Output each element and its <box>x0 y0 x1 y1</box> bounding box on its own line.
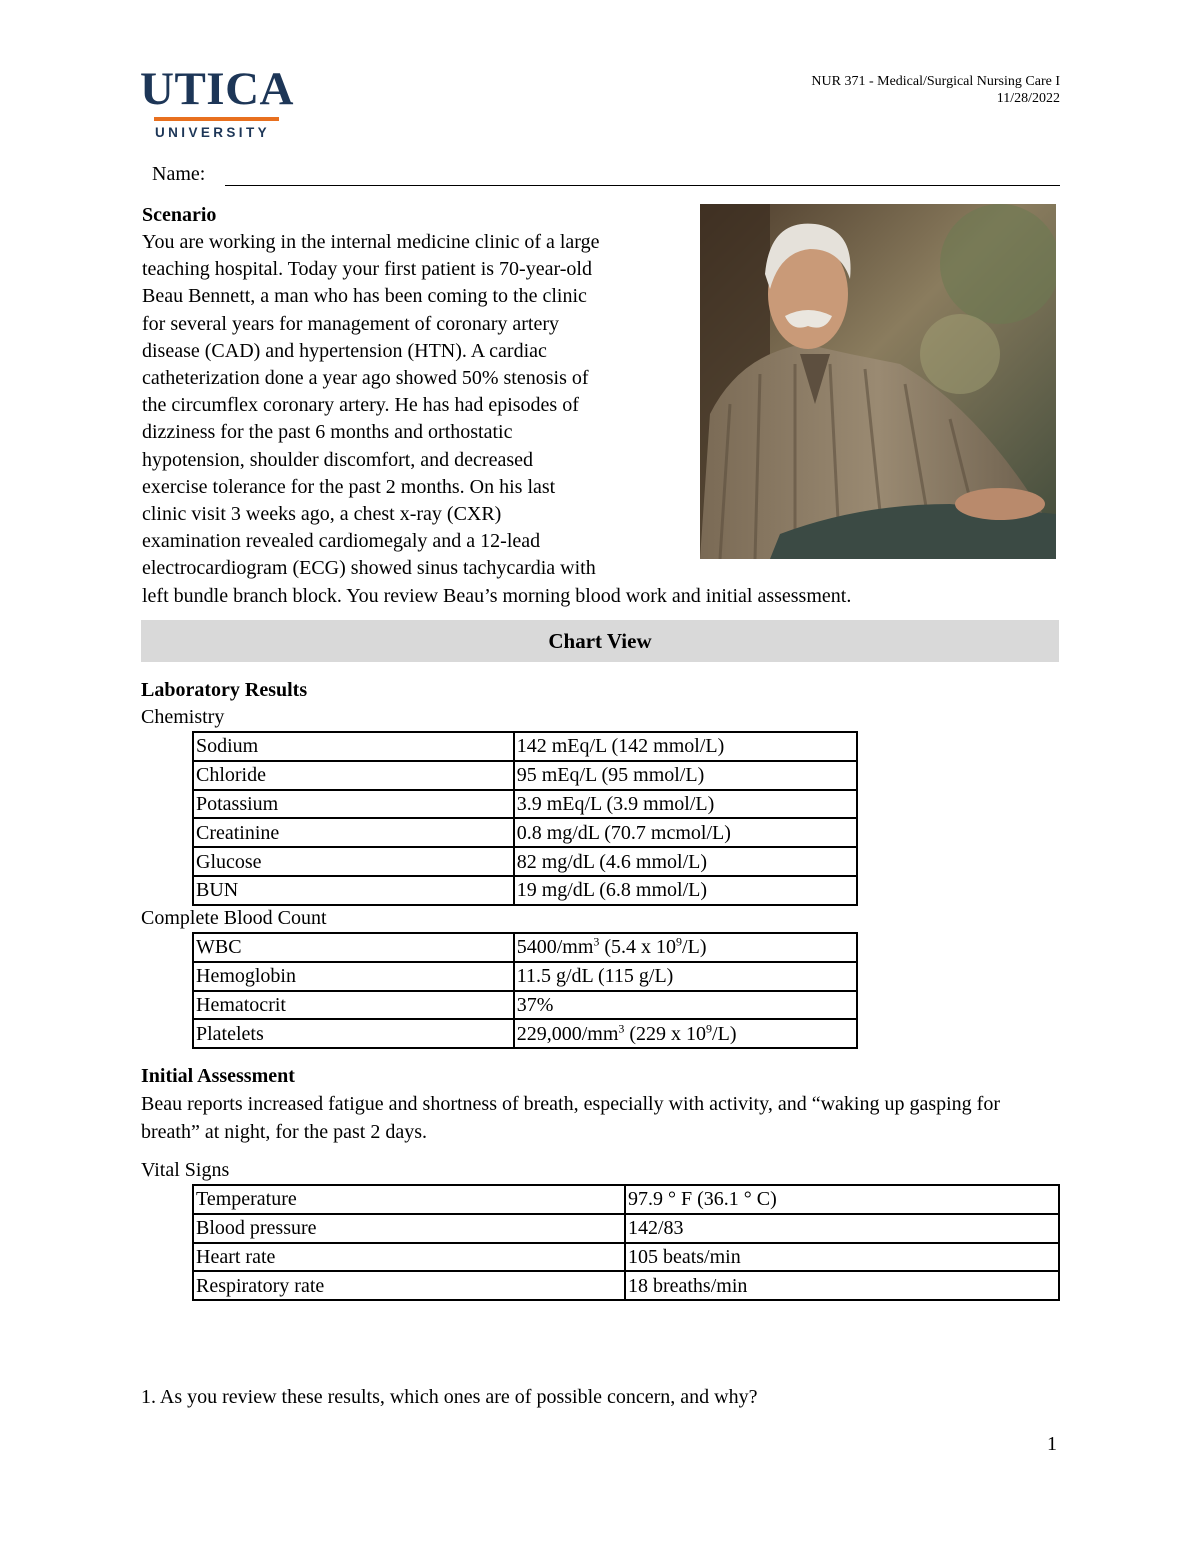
scenario-line: exercise tolerance for the past 2 months. On his last <box>142 475 556 498</box>
name-underline[interactable] <box>225 185 1060 186</box>
vital-signs-table <box>192 1184 1060 1301</box>
lab-value: 19 mg/dL (6.8 mmol/L) <box>514 876 857 905</box>
lab-name: Chloride <box>193 761 514 790</box>
lab-value: 3.9 mEq/L (3.9 mmol/L) <box>514 790 857 819</box>
vital-value: 142/83 <box>625 1214 1059 1243</box>
lab-value: 11.5 g/dL (115 g/L) <box>514 962 857 991</box>
table-row <box>193 991 857 1020</box>
scenario-line: You are working in the internal medicine clinic of a large <box>142 231 600 253</box>
lab-value: 37% <box>514 991 857 1020</box>
assessment-text: Beau reports increased fatigue and shortness of breath, especially with activity, and “waking up gasping for breath” at night, for the past 2 days. <box>141 1093 1000 1143</box>
lab-value: 95 mEq/L (95 mmol/L) <box>514 761 857 790</box>
lab-name: Sodium <box>193 732 514 761</box>
logo-subtitle: UNIVERSITY <box>155 125 271 140</box>
chemistry-label: Chemistry <box>141 706 225 728</box>
scenario-heading: Scenario <box>142 204 217 226</box>
logo-accent-bar <box>154 117 279 121</box>
lab-value: 82 mg/dL (4.6 mmol/L) <box>514 847 857 876</box>
vital-name: Blood pressure <box>193 1214 625 1243</box>
lab-value: 142 mEq/L (142 mmol/L) <box>514 732 857 761</box>
lab-results-heading: Laboratory Results <box>141 679 308 701</box>
table-row <box>193 1243 1059 1272</box>
vital-name: Heart rate <box>193 1243 625 1272</box>
table-row <box>193 933 857 962</box>
lab-value: $5400/mm^3$ (5.4 x $10^9/L$) <box>514 933 857 962</box>
scenario-line: for several years for management of coronary artery <box>142 312 560 335</box>
lab-name: Platelets <box>193 1019 514 1048</box>
cbc-label: Complete Blood Count <box>141 907 327 929</box>
vital-value: 105 beats/min <box>625 1243 1059 1272</box>
utica-university-logo <box>140 63 295 140</box>
course-header <box>811 73 1060 107</box>
name-field[interactable] <box>150 160 1060 188</box>
scenario-line: hypotension, shoulder discomfort, and decreased <box>142 448 534 471</box>
table-row <box>193 847 857 876</box>
vital-value: 97.9 ° F (36.1 ° C) <box>625 1185 1059 1214</box>
scenario-line: examination revealed cardiomegaly and a 12-lead <box>142 530 541 553</box>
lab-name: WBC <box>193 933 514 962</box>
lab-name: Glucose <box>193 847 514 876</box>
document-date: 11/28/2022 <box>996 91 1060 106</box>
patient-photo <box>700 204 1056 559</box>
vital-name: Respiratory rate <box>193 1271 625 1300</box>
scenario-line: the circumflex coronary artery. He has had episodes of <box>142 394 579 417</box>
chart-view-header: Chart View <box>141 620 1059 662</box>
lab-name: Hematocrit <box>193 991 514 1020</box>
table-row <box>193 1019 857 1048</box>
table-row <box>193 790 857 819</box>
vital-signs-label: Vital Signs <box>141 1159 230 1181</box>
scenario-line: catheterization done a year ago showed 50% stenosis of <box>142 367 589 390</box>
cbc-table <box>192 932 858 1049</box>
lab-name: BUN <box>193 876 514 905</box>
lab-name: Potassium <box>193 790 514 819</box>
lab-value: 0.8 mg/dL (70.7 mcmol/L) <box>514 818 857 847</box>
scenario-line: left bundle branch block. You review Beau’s morning blood work and initial assessment. <box>142 584 852 607</box>
table-row <box>193 732 857 761</box>
table-row <box>193 962 857 991</box>
scenario-line: clinic visit 3 weeks ago, a chest x-ray (CXR) <box>142 503 502 526</box>
table-row <box>193 818 857 847</box>
scenario-line: disease (CAD) and hypertension (HTN). A cardiac <box>142 339 547 362</box>
name-label: Name: <box>152 163 206 185</box>
scenario-line: electrocardiogram (ECG) showed sinus tachycardia with <box>142 557 596 580</box>
table-row <box>193 1214 1059 1243</box>
lab-name: Creatinine <box>193 818 514 847</box>
logo-wordmark: UTICA <box>140 63 294 115</box>
course-title: NUR 371 - Medical/Surgical Nursing Care I <box>811 74 1060 89</box>
vital-name: Temperature <box>193 1185 625 1214</box>
chemistry-table <box>192 731 858 906</box>
scenario-line: dizziness for the past 6 months and orthostatic <box>142 421 513 444</box>
initial-assessment-heading: Initial Assessment <box>141 1065 295 1087</box>
vital-value: 18 breaths/min <box>625 1271 1059 1300</box>
question-1: 1. As you review these results, which ones are of possible concern, and why? <box>141 1386 758 1408</box>
lab-name: Hemoglobin <box>193 962 514 991</box>
table-row <box>193 761 857 790</box>
lab-value: $229,000/mm^3$ (229 x $10^9/L$) <box>514 1019 857 1048</box>
table-row <box>193 1271 1059 1300</box>
page-number: 1 <box>1047 1433 1057 1455</box>
table-row <box>193 876 857 905</box>
table-row <box>193 1185 1059 1214</box>
scenario-line: Beau Bennett, a man who has been coming to the clinic <box>142 285 587 308</box>
scenario-line: teaching hospital. Today your first patient is 70-year-old <box>142 258 592 281</box>
